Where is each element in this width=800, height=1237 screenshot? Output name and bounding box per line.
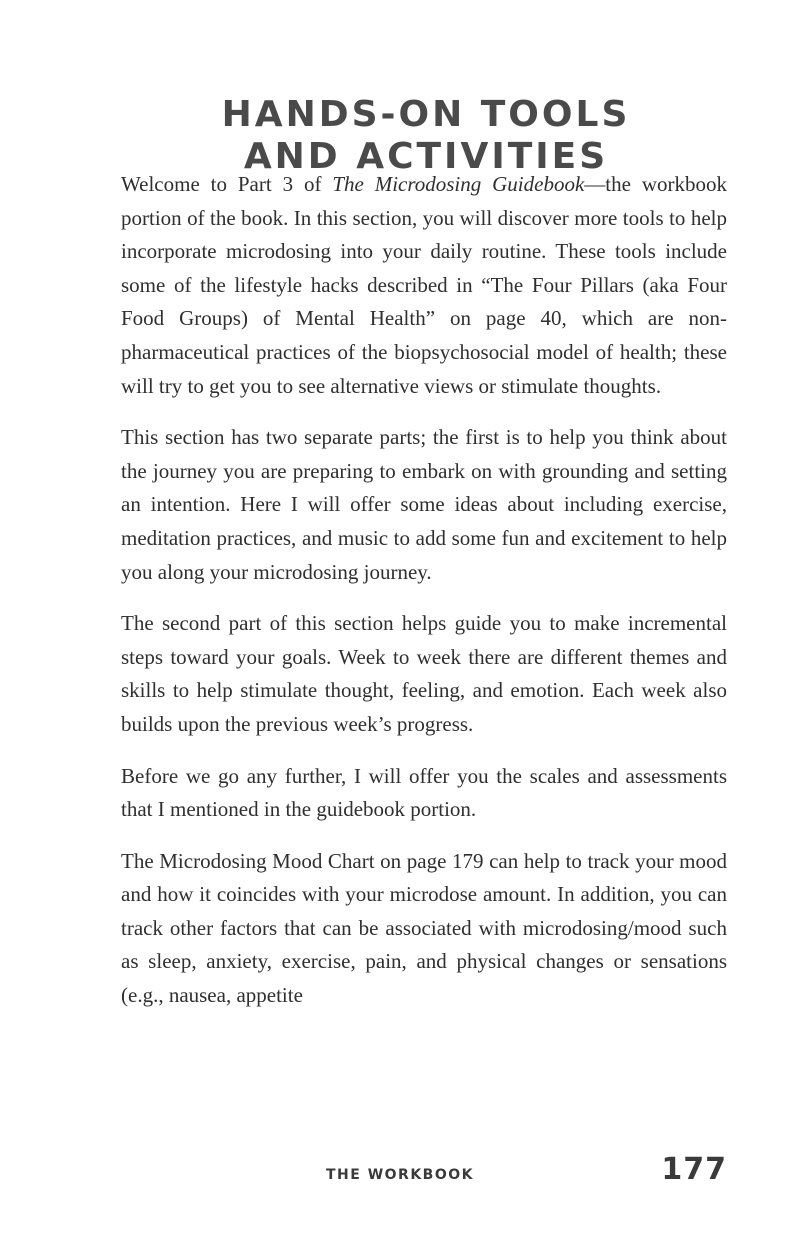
paragraph-4: Before we go any further, I will offer you the scales and assessments that I mentioned in the guidebook portion. [121, 763, 727, 822]
paragraph-1-intro: Welcome to Part 3 of [121, 172, 333, 196]
running-footer-section: THE WORKBOOK [326, 1167, 474, 1183]
paragraph-3: The second part of this section helps guide you to make incremental steps toward your goals. Week to week there are different themes and skills to help stimulate thought, feeling, and emotion. Each week also builds upon the previous week’s progress. [121, 611, 727, 736]
page-title-line-2: AND ACTIVITIES [243, 136, 609, 178]
paragraph-1 [121, 168, 727, 403]
paragraph-2: This section has two separate parts; the first is to help you think about the journey you are preparing to embark on with grounding and setting an intention. Here I will offer some ideas about including exercise, meditation practices, and music to add some fun and excitement to help you along your microdosing journey. [121, 425, 727, 584]
paragraph-1-rest: —the workbook portion of the book. In this section, you will discover more tools to help incorporate microdosing into your daily routine. These tools include some of the lifestyle hacks described in “The Four Pillars (aka Four Food Groups) of Mental Health” on page 40, which are non-pharmaceutical practices of the biopsychosocial model of health; these will try to get you to see alternative views or stimulate thoughts. [121, 172, 727, 398]
page-number: 177 [661, 1152, 727, 1187]
page-title [0, 94, 800, 178]
page-title-line-1: HANDS-ON TOOLS [221, 94, 631, 136]
body-text [121, 168, 727, 1031]
paragraph-5: The Microdosing Mood Chart on page 179 can help to track your mood and how it coincides with your microdose amount. In addition, you can track other factors that can be associated with microdosing/mood such as sleep, anxiety, exercise, pain, and physical changes or sensations (e.g., nausea, appetite [121, 848, 727, 1008]
book-title-italic: The Microdosing Guidebook [332, 172, 585, 196]
